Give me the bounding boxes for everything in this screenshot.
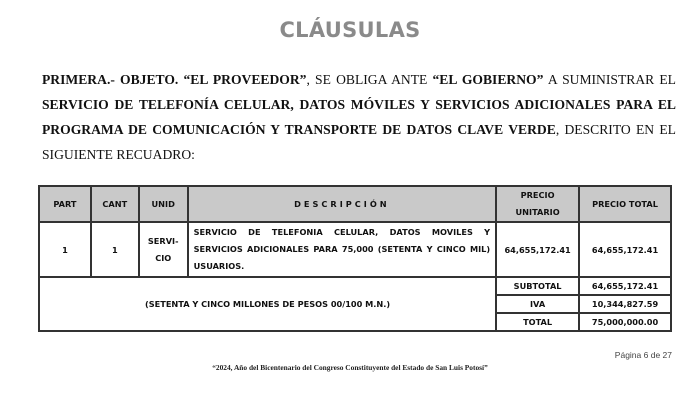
cell-unid: SERVI- CIO [139,222,188,277]
header-descripcion: DESCRIPCIÓN [188,186,496,222]
table-row [39,222,671,277]
table-header-row [39,186,671,222]
header-part: PART [39,186,91,222]
header-precio-total: PRECIO TOTAL [579,186,671,222]
clause-text-3: , DESCRITO EN EL SIGUIENTE RECUADRO: [42,122,676,162]
total-value: 75,000,000.00 [579,313,671,331]
subtotal-value: 64,655,172.41 [579,277,671,295]
clause-primera [42,67,676,167]
cell-precio-total: 64,655,172.41 [579,222,671,277]
header-cant: CANT [91,186,139,222]
amount-in-words: (SETENTA Y CINCO MILLONES DE PESOS 00/100 M.N.) [39,277,496,331]
footer-motto: “2024, Año del Bicentenario del Congreso Constituyente del Estado de San Luis Potosí” [212,363,488,372]
page-title: CLÁUSULAS [279,18,421,42]
clause-government: “EL GOBIERNO” [432,72,544,87]
totals-row-subtotal [39,277,671,295]
header-precio-unitario: PRECIO UNITARIO [496,186,579,222]
subtotal-label: SUBTOTAL [496,277,579,295]
clause-text-1: , SE OBLIGA ANTE [306,72,433,87]
clause-text-2: A SUMINISTRAR EL [543,72,676,87]
clause-lead: PRIMERA.- OBJETO. “EL PROVEEDOR” [42,72,307,87]
clause-service: SERVICIO DE TELEFONÍA CELULAR, DATOS MÓVILES Y SERVICIOS ADICIONALES PARA EL PROGRAMA DE COMUNICACIÓN Y TRANSPORTE DE DATOS CLAVE VERDE [42,97,676,137]
cell-cant: 1 [91,222,139,277]
header-unid: UNID [139,186,188,222]
iva-label: IVA [496,295,579,313]
iva-value: 10,344,827.59 [579,295,671,313]
total-label: TOTAL [496,313,579,331]
cell-precio-unitario: 64,655,172.41 [496,222,579,277]
services-table [38,185,672,332]
page-number: Página 6 de 27 [614,350,672,360]
cell-part: 1 [39,222,91,277]
cell-descripcion: SERVICIO DE TELEFONIA CELULAR, DATOS MOVILES Y SERVICIOS ADICIONALES PARA 75,000 (SETENTA Y CINCO MIL) USUARIOS. [188,222,496,277]
